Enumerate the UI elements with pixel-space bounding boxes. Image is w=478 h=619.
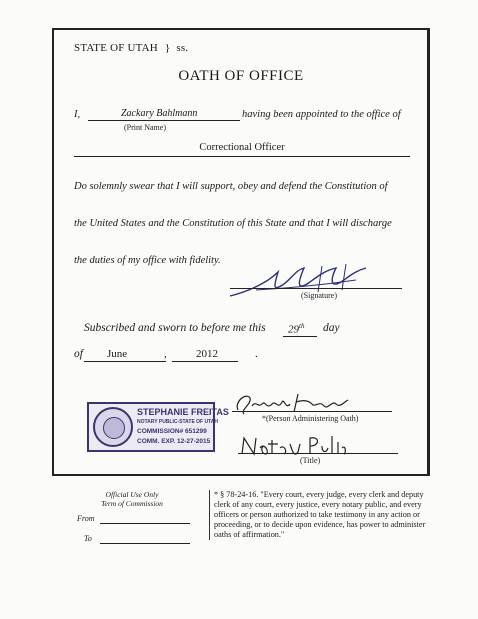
administrator-underline xyxy=(232,411,392,412)
date-comma: , xyxy=(164,348,167,360)
subscribed-text: Subscribed and sworn to before me this xyxy=(84,322,266,334)
state-label: STATE OF UTAH xyxy=(74,42,158,54)
official-use-label: Official Use Only xyxy=(105,490,159,499)
day-value xyxy=(288,322,304,336)
office-underline xyxy=(74,156,410,157)
official-use-block xyxy=(72,490,192,508)
day-word: day xyxy=(323,322,340,334)
title-handwriting xyxy=(238,432,348,458)
term-of-commission-label: Term of Commission xyxy=(101,499,163,508)
page-title: OATH OF OFFICE xyxy=(178,68,304,84)
stamp-line-2: COMMISSION# 651299 xyxy=(137,428,207,435)
venue-line xyxy=(74,42,188,54)
oath-line-1: Do solemnly swear that I will support, obey and defend the Constitution of xyxy=(74,181,388,192)
title-caption: (Title) xyxy=(300,456,321,465)
stamp-name: STEPHANIE FREITAS xyxy=(137,407,229,417)
print-name-caption: (Print Name) xyxy=(124,123,166,132)
office-value: Correctional Officer xyxy=(199,142,285,153)
to-underline xyxy=(100,543,190,544)
from-underline xyxy=(100,523,190,524)
of-word: of xyxy=(74,348,83,360)
day-underline xyxy=(283,336,317,337)
signature-caption: (Signature) xyxy=(301,291,337,300)
ss-label: ss. xyxy=(176,42,189,54)
notary-stamp xyxy=(87,402,229,452)
statute-note: * § 78-24-16. "Every court, every judge, every clerk and deputy clerk of any court, every justice, every notary public, and every officers or person authorized to take testimony in any action or proceeding, or to decide upon evidence, has power to administer oaths of affirmation." xyxy=(209,490,431,540)
administrator-caption: *(Person Administering Oath) xyxy=(262,414,359,423)
oath-line-2: the United States and the Constitution of this State and that I will discharge xyxy=(74,218,392,229)
day-number: 29 xyxy=(288,323,299,336)
state-seal-icon xyxy=(93,407,133,447)
day-suffix: th xyxy=(299,322,305,330)
month-underline xyxy=(84,361,166,362)
print-name-value: Zackary Bahlmann xyxy=(121,108,198,119)
month-value: June xyxy=(107,348,128,360)
prefix-i: I, xyxy=(74,109,81,120)
year-value: 2012 xyxy=(196,348,218,360)
appointment-suffix: having been appointed to the office of xyxy=(242,109,401,120)
stamp-line-3: COMM. EXP. 12-27-2015 xyxy=(137,438,211,445)
title-underline xyxy=(238,453,398,454)
brace: } xyxy=(164,42,171,54)
oath-line-3: the duties of my office with fidelity. xyxy=(74,255,221,266)
year-underline xyxy=(172,361,238,362)
date-period: . xyxy=(255,348,258,360)
to-label: To xyxy=(84,534,92,543)
from-label: From xyxy=(77,514,95,523)
signature-underline xyxy=(230,288,402,289)
name-underline xyxy=(88,120,240,121)
stamp-line-1: NOTARY PUBLIC-STATE OF UTAH xyxy=(137,419,219,425)
